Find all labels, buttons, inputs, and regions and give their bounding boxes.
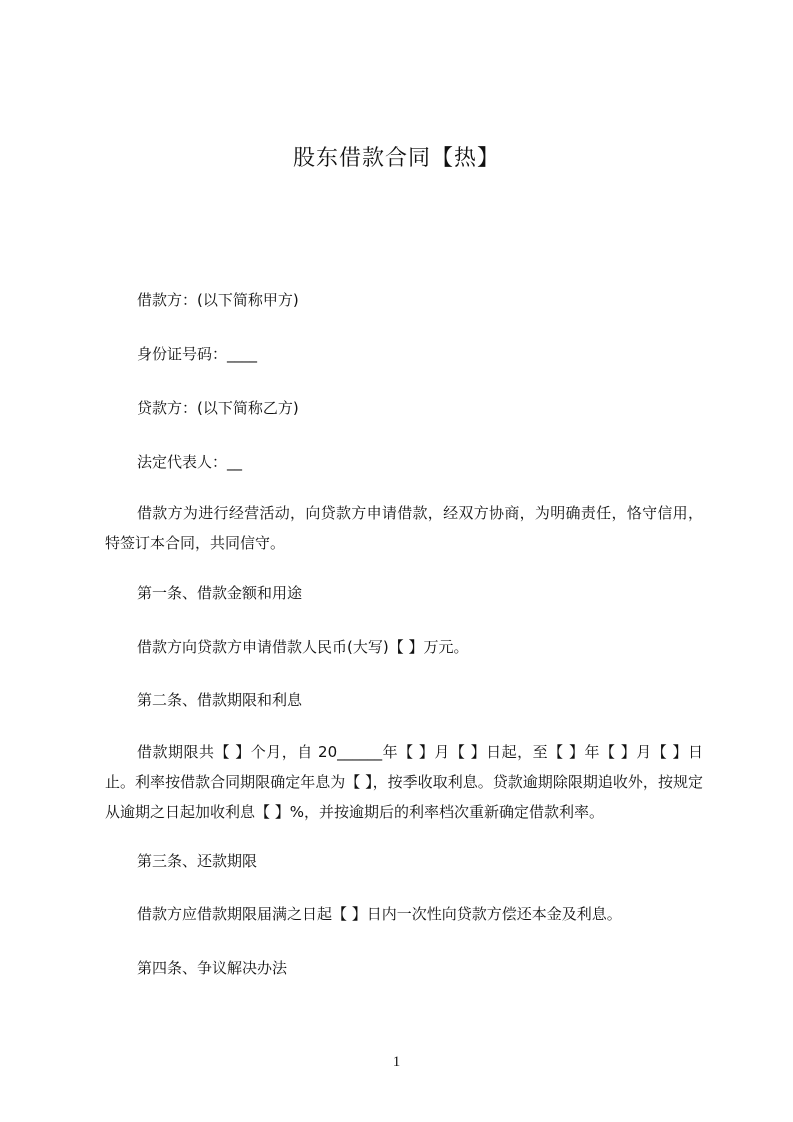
article-1-heading: 第一条、借款金额和用途 [137, 584, 303, 602]
intro-paragraph-text: 借款方为进行经营活动，向贷款方申请借款，经双方协商，为明确责任，恪守信用，特签订本合同，共同信守。 [105, 504, 703, 552]
article-2-heading: 第二条、借款期限和利息 [137, 691, 303, 709]
article-2-text: 借款期限共【 】个月，自 20______年【 】月【 】日起，至【 】年【 】月【 】日止。利率按借款合同期限确定年息为【 】，按季收取利息。贷款逾期除限期追收外，按规定从逾期之日起加收利息【 】%，并按逾期后的利率档次重新确定借款利率。 [105, 743, 703, 821]
intro-paragraph [105, 498, 703, 558]
legal-representative-line: 法定代表人：__ [137, 453, 243, 471]
article-4-heading: 第四条、争议解决办法 [137, 959, 288, 977]
lender-line: 贷款方：(以下简称乙方) [137, 399, 299, 417]
page-number: 1 [392, 1054, 401, 1070]
borrower-line: 借款方：(以下简称甲方) [137, 291, 299, 309]
article-2-paragraph [105, 737, 703, 827]
article-3-text: 借款方应借款期限届满之日起【 】日内一次性向贷款方偿还本金及利息。 [137, 905, 622, 923]
article-3-heading: 第三条、还款期限 [137, 852, 258, 870]
document-title: 股东借款合同【热】 [292, 146, 500, 171]
article-1-text: 借款方向贷款方申请借款人民币(大写)【 】万元。 [137, 638, 469, 656]
id-number-line: 身份证号码：____ [137, 345, 258, 363]
